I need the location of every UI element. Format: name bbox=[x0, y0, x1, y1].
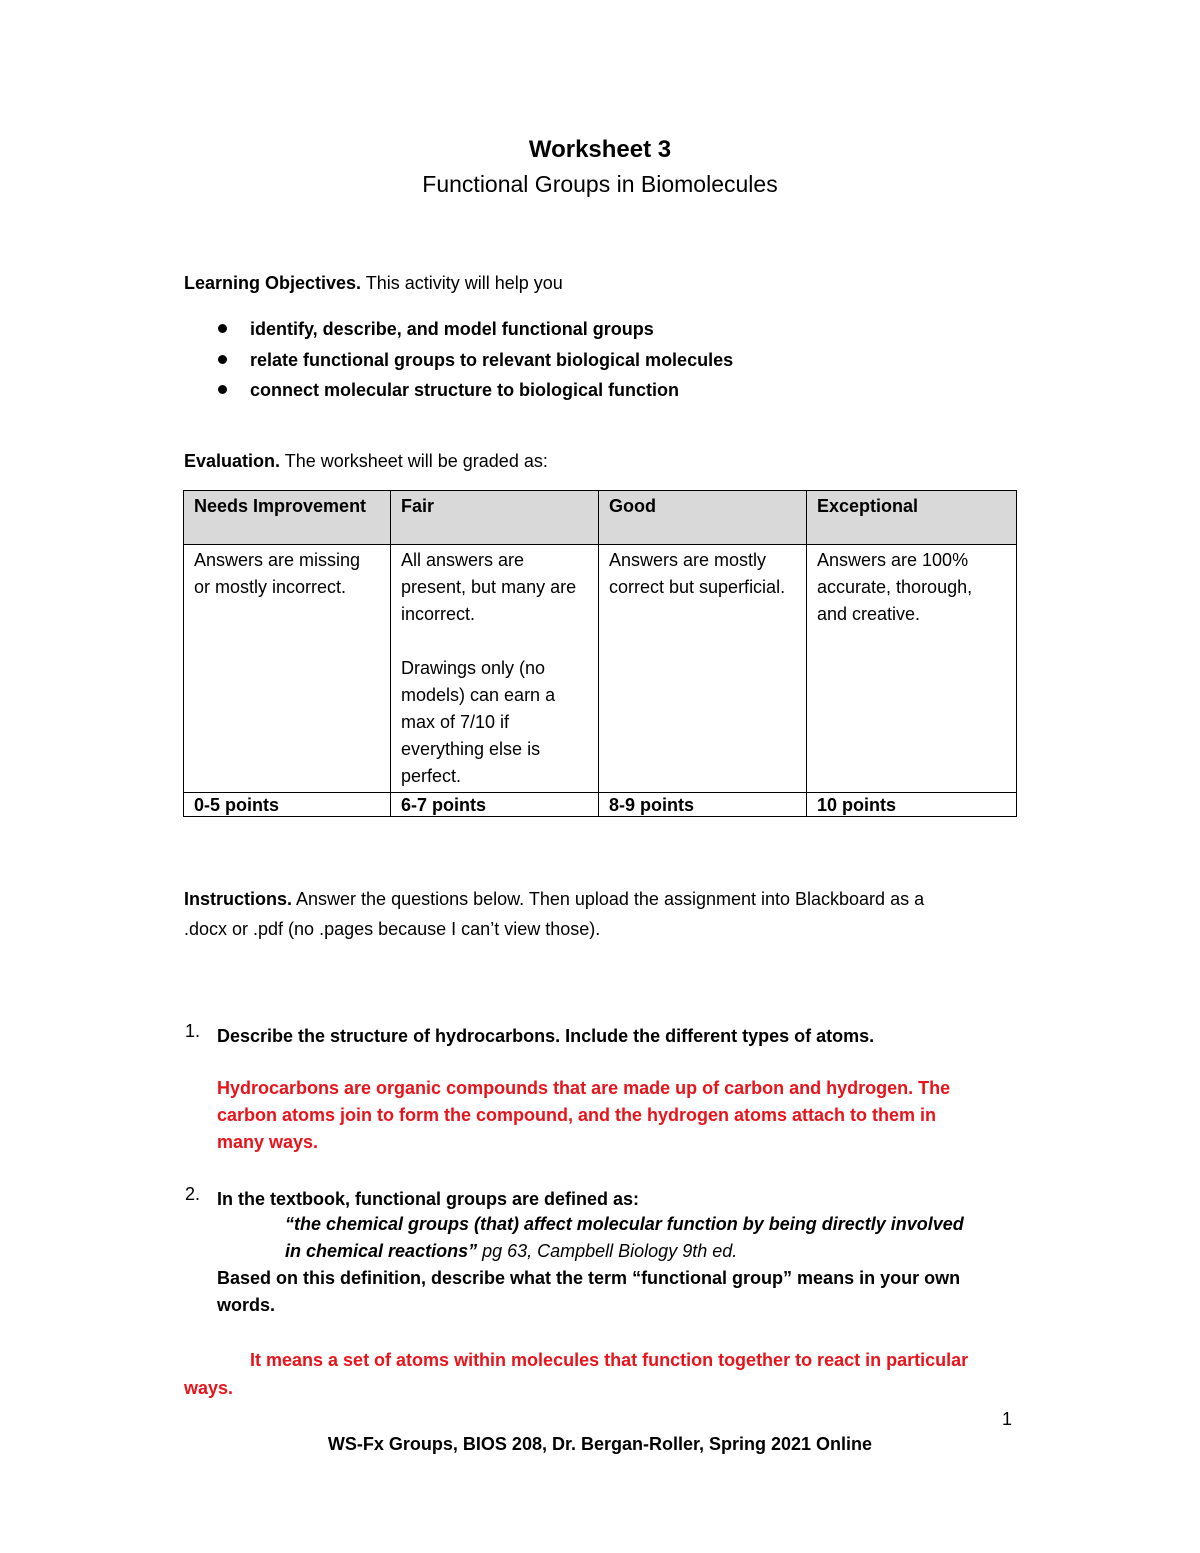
rubric-description-row bbox=[184, 545, 1017, 793]
bullet-icon bbox=[218, 324, 227, 333]
rubric-points-cell: 10 points bbox=[807, 793, 1017, 817]
rubric-description-cell: Answers are mostly correct but superficial. bbox=[599, 545, 807, 793]
rubric-points-cell: 6-7 points bbox=[391, 793, 599, 817]
page-number: 1 bbox=[1001, 1409, 1012, 1429]
bullet-icon bbox=[218, 385, 227, 394]
rubric-points-cell: 8-9 points bbox=[599, 793, 807, 817]
rubric-points-cell: 0-5 points bbox=[184, 793, 391, 817]
instructions-line-1: Answer the questions below. Then upload the assignment into Blackboard as a bbox=[292, 889, 925, 909]
rubric-description-cell: All answers are present, but many are incorrect. Drawings only (no models) can earn a max of 7/10 if everything else is perfect. bbox=[391, 545, 599, 793]
question-number: 2. bbox=[185, 1184, 201, 1204]
worksheet-subtitle: Functional Groups in Biomolecules bbox=[422, 171, 778, 197]
rubric-header-cell: Needs Improvement bbox=[184, 491, 391, 545]
instructions-block bbox=[184, 884, 1024, 944]
question-number: 1. bbox=[185, 1021, 201, 1041]
objectives-intro bbox=[184, 268, 563, 298]
objective-item: relate functional groups to relevant biological molecules bbox=[184, 345, 984, 376]
rubric-description-cell: Answers are missing or mostly incorrect. bbox=[184, 545, 391, 793]
instructions-label: Instructions. bbox=[184, 889, 293, 909]
question-2-text: In the textbook, functional groups are defined as: bbox=[217, 1189, 640, 1209]
objectives-label: Learning Objectives. bbox=[184, 273, 362, 293]
rubric-points-row bbox=[184, 793, 1017, 817]
worksheet-title: Worksheet 3 bbox=[528, 136, 672, 163]
question-1-answer: Hydrocarbons are organic compounds that are made up of carbon and hydrogen. The carbon atoms join to form the compound, and the hydrogen atoms attach to them in many ways. bbox=[217, 1078, 951, 1152]
rubric-header-cell: Exceptional bbox=[807, 491, 1017, 545]
instructions-line-2: .docx or .pdf (no .pages because I can’t view those). bbox=[184, 919, 601, 939]
evaluation-text: The worksheet will be graded as: bbox=[280, 451, 548, 471]
rubric-header-row bbox=[184, 491, 1017, 545]
evaluation-label: Evaluation. bbox=[184, 451, 281, 471]
rubric-description-cell: Answers are 100% accurate, thorough, and creative. bbox=[807, 545, 1017, 793]
question-2-followup: Based on this definition, describe what the term “functional group” means in your own words. bbox=[217, 1268, 961, 1315]
rubric-header-cell: Fair bbox=[391, 491, 599, 545]
objectives-list bbox=[184, 314, 984, 406]
page-footer: WS-Fx Groups, BIOS 208, Dr. Bergan-Roller, Spring 2021 Online bbox=[327, 1434, 873, 1454]
rubric-fair-note: Drawings only (no models) can earn a max of 7/10 if everything else is perfect. bbox=[401, 658, 556, 786]
bullet-icon bbox=[218, 355, 227, 364]
objectives-intro-text: This activity will help you bbox=[361, 273, 563, 293]
question-2-answer: It means a set of atoms within molecules that function together to react in particular ways. bbox=[184, 1350, 969, 1398]
grading-rubric-table bbox=[183, 490, 1017, 817]
question-2-quote: “the chemical groups (that) affect molecular function by being directly involved in chemical reactions” pg 63, Campbell Biology 9th ed. bbox=[285, 1214, 964, 1261]
evaluation-intro bbox=[184, 446, 548, 476]
objective-item: connect molecular structure to biological function bbox=[184, 375, 984, 406]
rubric-header-cell: Good bbox=[599, 491, 807, 545]
question-1-text: Describe the structure of hydrocarbons. Include the different types of atoms. bbox=[217, 1026, 875, 1046]
objective-item: identify, describe, and model functional groups bbox=[184, 314, 984, 345]
quote-citation: pg 63, Campbell Biology 9th ed. bbox=[477, 1241, 738, 1261]
